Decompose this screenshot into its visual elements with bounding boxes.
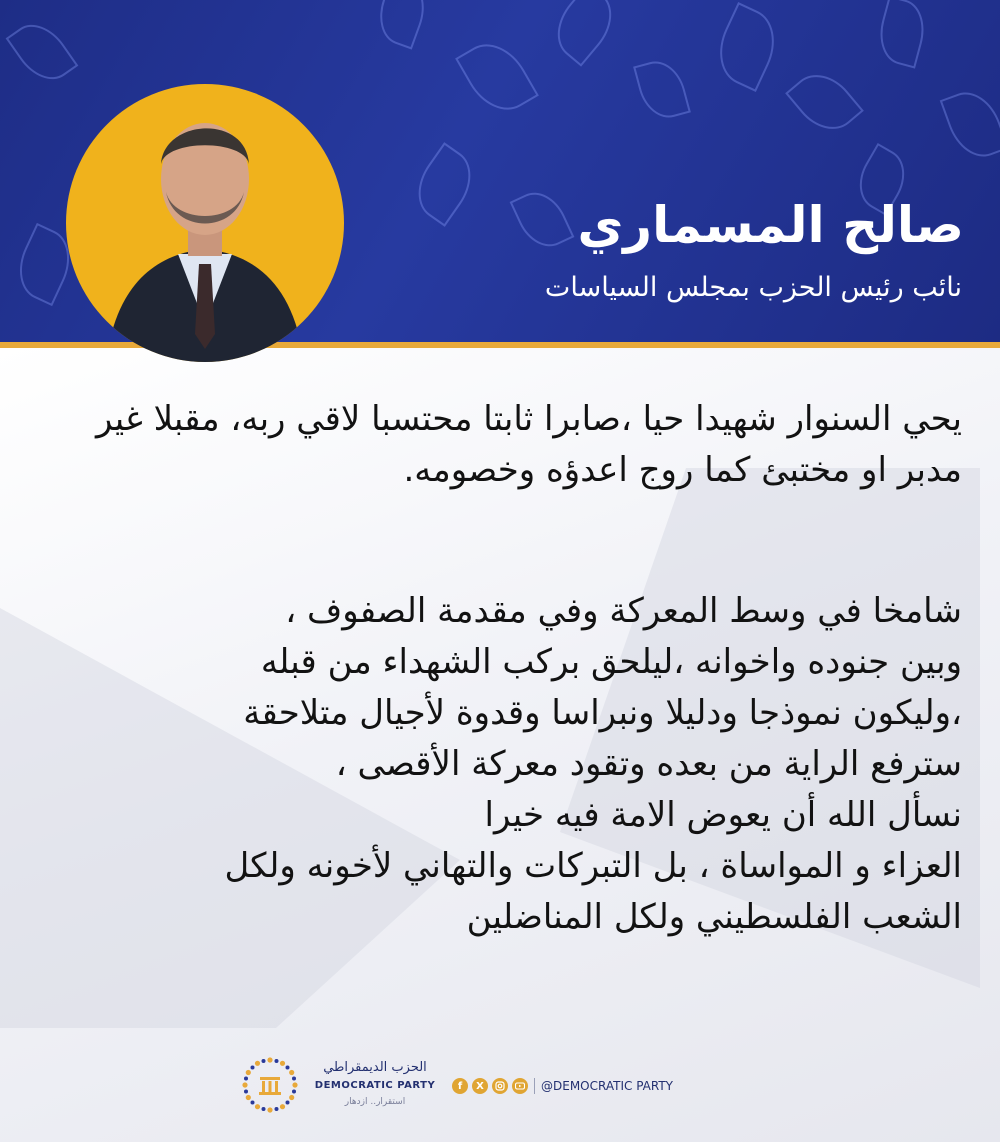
party-name-english: DEMOCRATIC PARTY — [314, 1080, 436, 1091]
party-tagline: استقرار.. ازدهار — [344, 1097, 406, 1107]
message-line: شامخا في وسط المعركة وفي مقدمة الصفوف ، — [285, 591, 962, 631]
message-line: نسأل الله أن يعوض الامة فيه خيرا — [484, 795, 962, 835]
message-line: العزاء و المواساة ، بل التبركات والتهاني لأخونه ولكل — [224, 846, 962, 886]
message-paragraph-1: يحي السنوار شهيدا حيا ،صابرا ثابتا محتسبا لاقي ربه، مقبلا غير مدبر او مختبئ كما روج اعدؤه وخصومه. — [96, 399, 962, 490]
person-role: نائب رئيس الحزب بمجلس السياسات — [544, 272, 962, 303]
party-logo — [240, 1055, 300, 1115]
person-name: صالح المسماري — [577, 196, 964, 254]
message-line: وبين جنوده واخوانه ،ليلحق بركب الشهداء من قبله — [260, 642, 962, 682]
party-emblem-icon — [240, 1055, 300, 1115]
message-line: ،وليكون نموذجا ودليلا ونبراسا وقدوة لأجيال متلاحقة — [243, 693, 962, 733]
x-icon[interactable]: X — [472, 1078, 488, 1094]
party-name-arabic: الحزب الديمقراطي — [323, 1060, 427, 1075]
message-paragraph-2 — [28, 586, 962, 943]
social-links — [452, 1077, 673, 1095]
social-divider — [534, 1078, 535, 1094]
message-line: الشعب الفلسطيني ولكل المناضلين — [466, 897, 962, 937]
youtube-icon[interactable] — [512, 1078, 528, 1094]
portrait-photo — [66, 84, 344, 362]
message-line: سترفع الراية من بعده وتقود معركة الأقصى ، — [335, 744, 962, 784]
social-handle[interactable]: @DEMOCRATIC PARTY — [541, 1079, 673, 1093]
person-silhouette — [66, 84, 344, 362]
instagram-icon[interactable] — [492, 1078, 508, 1094]
facebook-icon[interactable]: f — [452, 1078, 468, 1094]
